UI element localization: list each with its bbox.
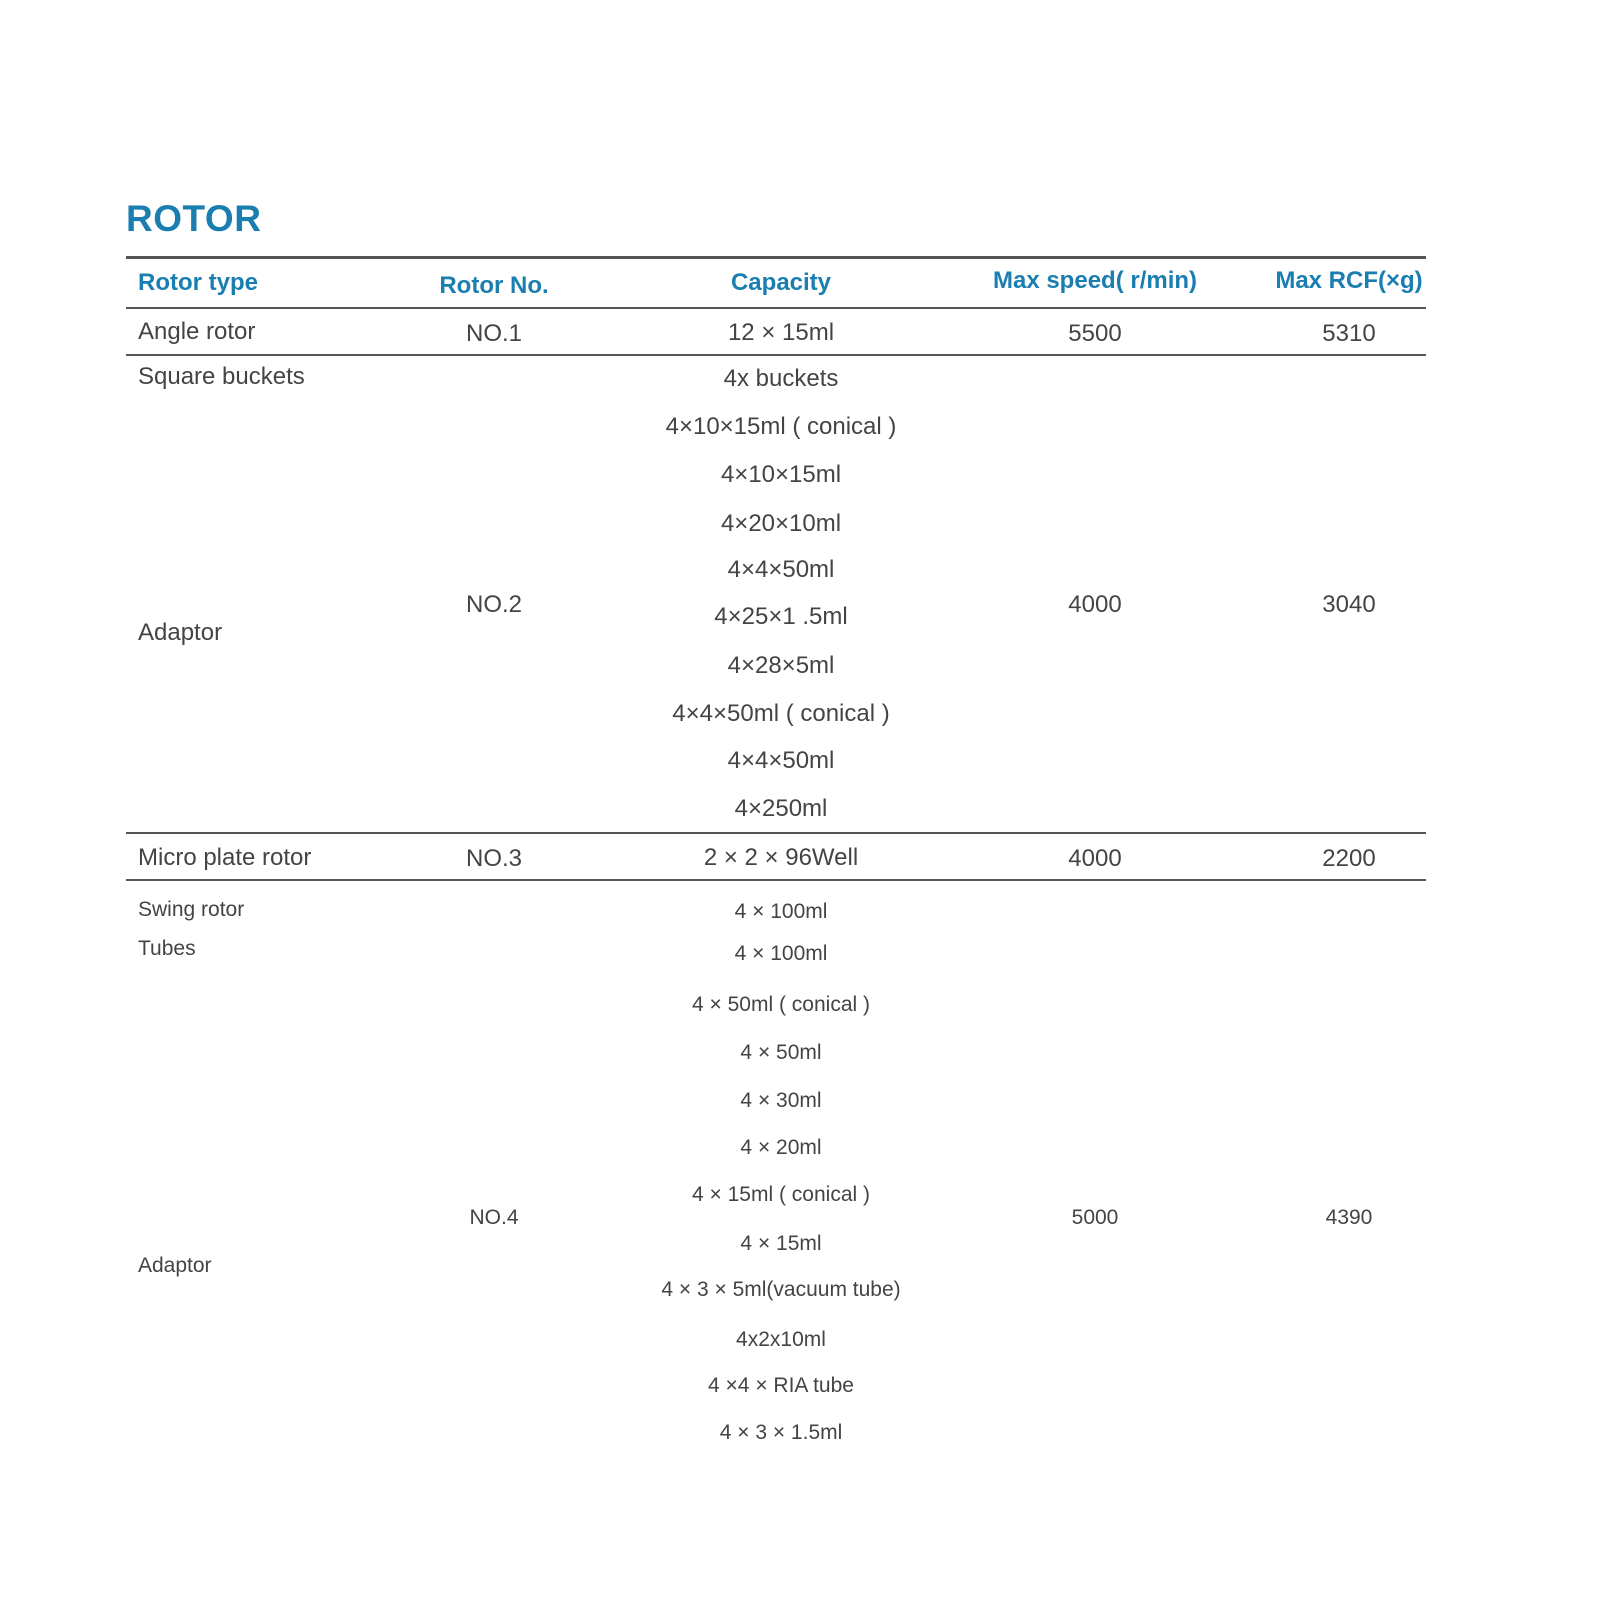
no4-capacity-item: 4 × 3 × 1.5ml [719, 1421, 843, 1444]
row-rule-3 [126, 879, 1426, 881]
no4-rotor-no: NO.4 [469, 1206, 519, 1229]
no4-capacity-item: 4 × 30ml [740, 1089, 822, 1112]
no4-capacity-item: 4 × 50ml [740, 1041, 822, 1064]
header-capacity: Capacity [730, 269, 832, 296]
micro-plate-speed: 4000 [1068, 845, 1122, 872]
no2-rcf: 3040 [1322, 591, 1376, 618]
no2-capacity-item: 4×20×10ml [720, 510, 842, 537]
no4-capacity-item: 4 × 3 × 5ml(vacuum tube) [661, 1278, 901, 1301]
row-rule-2 [126, 832, 1426, 834]
micro-plate-type: Micro plate rotor [138, 844, 312, 871]
no2-capacity-item: 4x buckets [723, 365, 839, 392]
header-rotor-no: Rotor No. [439, 272, 549, 299]
no2-capacity-item: 4×25×1 .5ml [714, 603, 848, 630]
no4-capacity-item: 4 × 20ml [740, 1136, 822, 1159]
no4-capacity-item: 4 × 15ml [740, 1232, 822, 1255]
header-max-rcf: Max RCF(×g) [1275, 267, 1423, 294]
no4-capacity-item: 4 × 100ml [734, 900, 828, 923]
no2-type-adaptor: Adaptor [138, 619, 223, 646]
no2-capacity-item: 4×4×50ml [727, 556, 835, 583]
no2-speed: 4000 [1068, 591, 1122, 618]
no2-capacity-item: 4×10×15ml ( conical ) [665, 413, 897, 440]
angle-rotor-no: NO.1 [465, 320, 523, 347]
row-rule-1 [126, 354, 1426, 356]
no4-capacity-item: 4 ×4 × RIA tube [708, 1374, 854, 1397]
angle-rotor-capacity: 12 × 15ml [727, 319, 835, 346]
no2-capacity-item: 4×250ml [734, 795, 828, 822]
angle-rotor-rcf: 5310 [1322, 320, 1376, 347]
no2-rotor-no: NO.2 [465, 591, 523, 618]
header-rule [126, 307, 1426, 309]
no2-capacity-item: 4×4×50ml [727, 747, 835, 774]
no2-type-square-buckets: Square buckets [138, 363, 305, 390]
no4-capacity-item: 4x2x10ml [736, 1328, 826, 1351]
micro-plate-rcf: 2200 [1322, 845, 1376, 872]
no4-rcf: 4390 [1325, 1206, 1373, 1229]
micro-plate-no: NO.3 [465, 845, 523, 872]
no4-capacity-item: 4 × 50ml ( conical ) [692, 993, 870, 1016]
angle-rotor-type: Angle rotor [138, 318, 256, 345]
angle-rotor-speed: 5500 [1068, 320, 1122, 347]
no4-capacity-item: 4 × 100ml [734, 942, 828, 965]
no4-capacity-item: 4 × 15ml ( conical ) [692, 1183, 870, 1206]
header-rotor-type: Rotor type [138, 269, 258, 296]
page-title: ROTOR [126, 198, 262, 239]
no4-type-tubes: Tubes [138, 937, 196, 960]
no4-type-adaptor: Adaptor [138, 1254, 212, 1277]
no2-capacity-item: 4×10×15ml [720, 461, 842, 488]
micro-plate-capacity: 2 × 2 × 96Well [703, 844, 859, 871]
no4-type-swing-rotor: Swing rotor [138, 898, 245, 921]
table-top-rule [126, 256, 1426, 259]
no4-speed: 5000 [1071, 1206, 1119, 1229]
header-max-speed: Max speed( r/min) [992, 267, 1198, 294]
no2-capacity-item: 4×4×50ml ( conical ) [672, 700, 890, 727]
no2-capacity-item: 4×28×5ml [727, 652, 835, 679]
